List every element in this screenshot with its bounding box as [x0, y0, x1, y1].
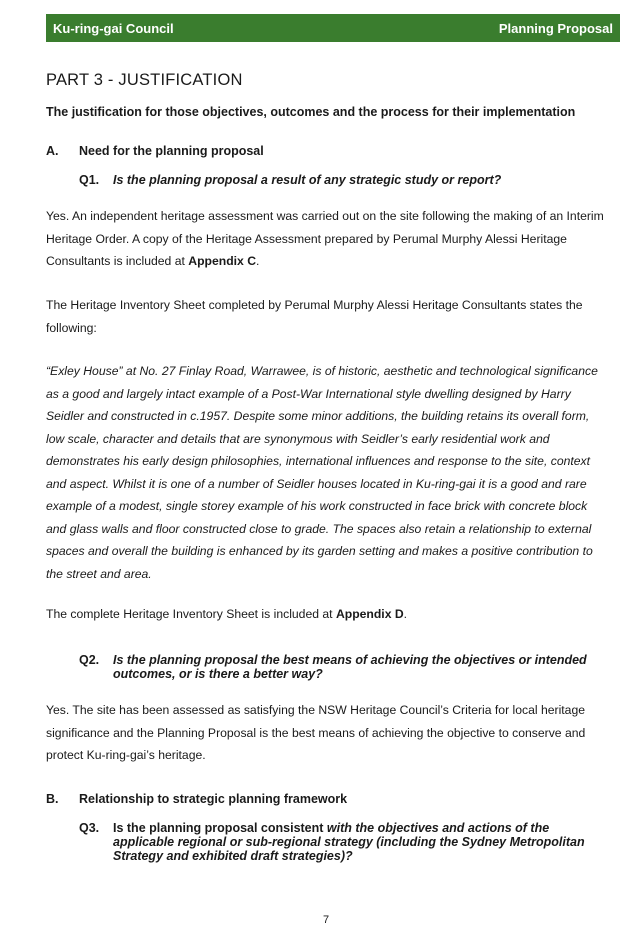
header-document-type: Planning Proposal — [498, 20, 613, 36]
question-q3 — [79, 821, 599, 863]
p3-end: . — [403, 607, 408, 621]
q1-number: Q1. — [79, 173, 100, 187]
q3-text-plain: Is the planning proposal consistent — [113, 821, 327, 835]
q3-text-italic: with the objectives and actions of the applicable regional or sub-regional strategy (including the Sydney Metropolitan Strategy and exhibited draft strategies)? — [113, 821, 585, 863]
p1-text: Yes. An independent heritage assessment was carried out on the site following the making of an Interim Heritage Order. A copy of the Heritage Assessment prepared by Perumal Murphy Alessi Heritage Consultants is included at — [46, 209, 604, 268]
part-title: PART 3 - JUSTIFICATION — [46, 71, 243, 89]
paragraph-inventory-intro — [46, 294, 606, 339]
heritage-quote: “Exley House” at No. 27 Finlay Road, Warrawee, is of historic, aesthetic and technological significance as a good and largely intact example of a Post-War International style dwelling designed by Harry Seidler and constructed in c.1957. Despite some minor additions, the building retains its overall form, low scale, character and details that are synonymous with Seidler’s early residential work and demonstrates his early design philosophies, international influences and response to the site, context and aspect. Whilst it is one of a number of Seidler houses located in Ku-ring-gai it is a good and rare example of a modest, single storey example of his work constructed in face brick with concrete block and glass walls and floor constructed close to grade. The spaces also retain a relationship to external spaces and overall the building is enhanced by its garden setting and makes a positive contribution to the street and area. — [46, 364, 598, 581]
part-subtitle: The justification for those objectives, outcomes and the process for their implementation — [46, 105, 576, 119]
section-a-letter: A. — [46, 144, 59, 158]
header-council-name: Ku-ring-gai Council — [53, 20, 174, 36]
paragraph-heritage-assessment — [46, 205, 606, 273]
p3-text: The complete Heritage Inventory Sheet is included at — [46, 607, 336, 621]
section-b-heading — [46, 792, 347, 806]
p4-text: Yes. The site has been assessed as satisfying the NSW Heritage Council’s Criteria for local heritage significance and the Planning Proposal is the best means of achieving the objective to conserve and protect Ku-ring-gai’s heritage. — [46, 703, 586, 762]
page-number: 7 — [323, 914, 330, 926]
paragraph-best-means — [46, 699, 606, 767]
page-header — [46, 14, 620, 42]
section-a-title: Need for the planning proposal — [79, 144, 264, 158]
p1-appendix-ref: Appendix C — [188, 254, 256, 268]
section-a-heading — [46, 144, 264, 158]
q3-text — [113, 821, 599, 863]
q3-number: Q3. — [79, 821, 100, 835]
question-q1 — [79, 173, 609, 187]
p1-end: . — [256, 254, 260, 268]
section-b-letter: B. — [46, 792, 59, 806]
paragraph-inventory-appendix — [46, 603, 606, 626]
q1-text: Is the planning proposal a result of any strategic study or report? — [113, 173, 502, 187]
q2-number: Q2. — [79, 653, 100, 667]
question-q2 — [79, 653, 599, 681]
p2-text: The Heritage Inventory Sheet completed by Perumal Murphy Alessi Heritage Consultants states the following: — [46, 298, 583, 335]
q2-text: Is the planning proposal the best means of achieving the objectives or intended outcomes, or is there a better way? — [113, 653, 587, 681]
p3-appendix-ref: Appendix D — [335, 607, 404, 621]
section-b-title: Relationship to strategic planning framework — [79, 792, 348, 806]
